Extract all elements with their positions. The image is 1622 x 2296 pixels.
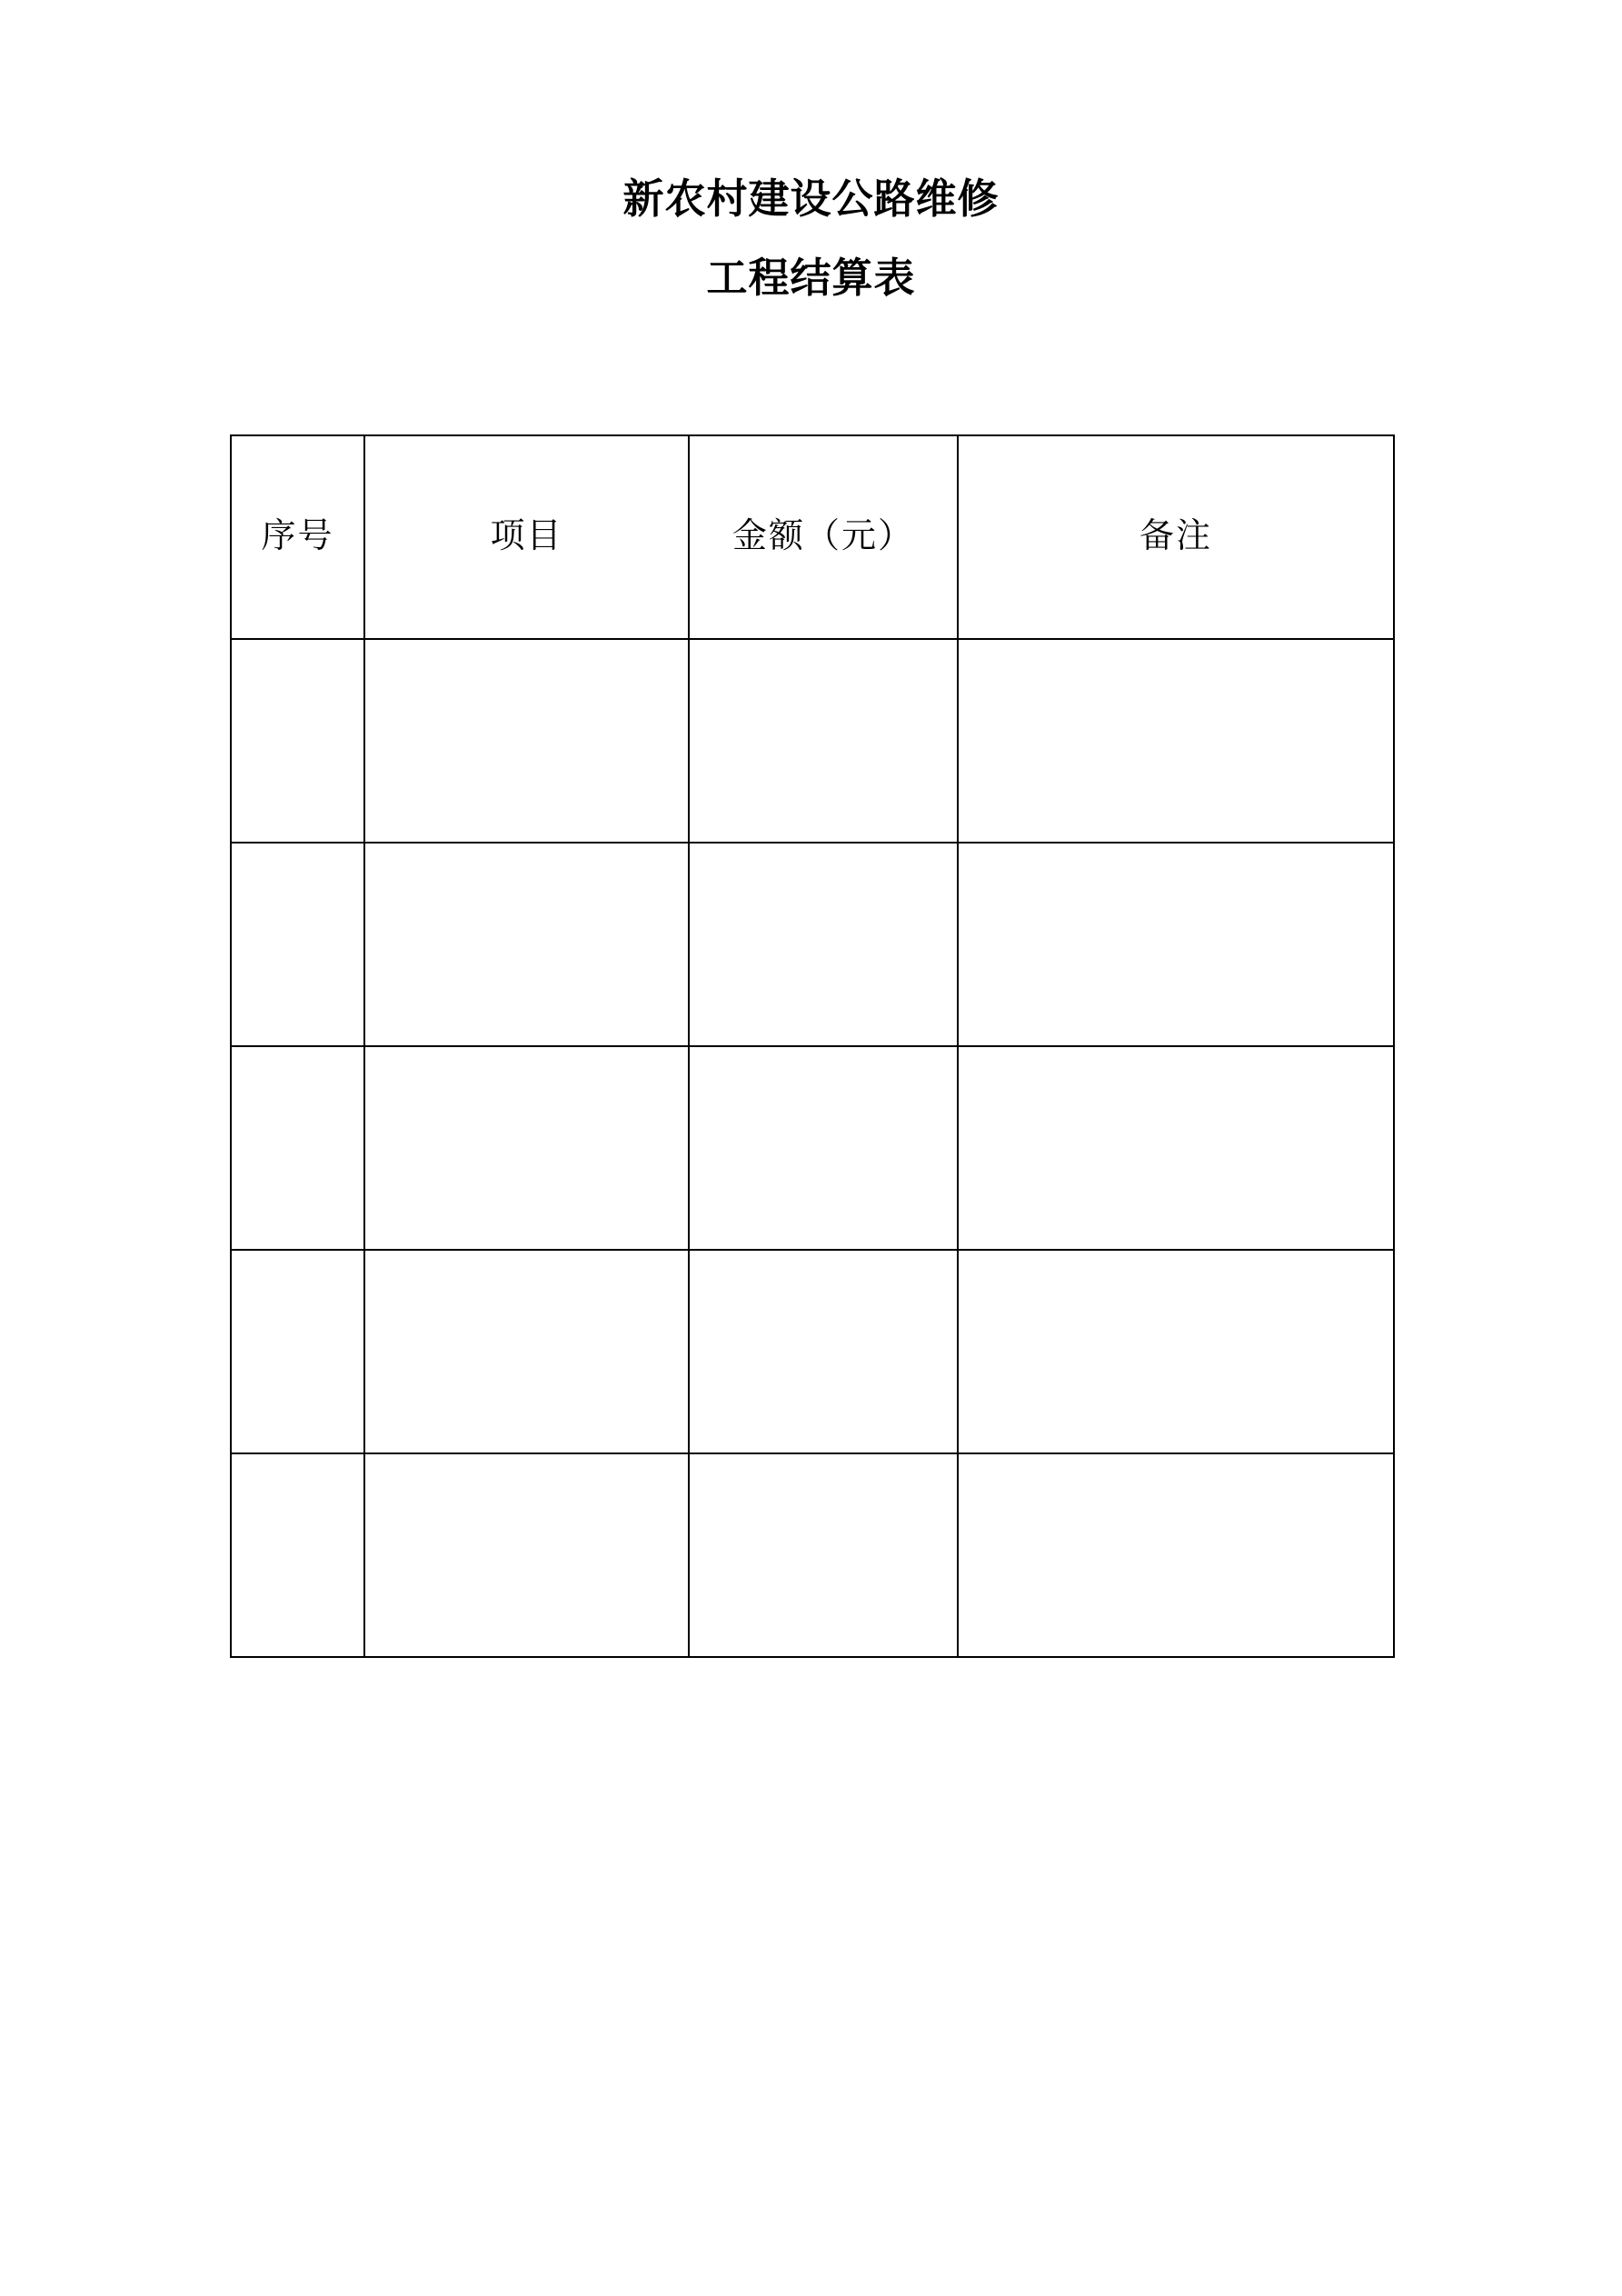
table-header-label: 项目 (490, 517, 563, 556)
page-title-line-2: 工程结算表 (706, 254, 916, 302)
table-cell-remark[interactable] (958, 639, 1394, 843)
table-header-label: 备注 (1139, 517, 1212, 556)
table-row[interactable] (231, 639, 1394, 843)
table-cell-item[interactable] (364, 639, 689, 843)
table-cell-remark[interactable] (958, 1453, 1394, 1657)
table-cell-item[interactable] (364, 1250, 689, 1453)
table-cell-item[interactable] (364, 1453, 689, 1657)
table-cell-amount[interactable] (689, 843, 958, 1046)
table-cell-item[interactable] (364, 843, 689, 1046)
table-header-cell-index (231, 435, 364, 639)
table-row[interactable] (231, 843, 1394, 1046)
table-cell-index[interactable] (231, 639, 364, 843)
table-row[interactable] (231, 1046, 1394, 1250)
table-header-cell-amount (689, 435, 958, 639)
table-cell-amount[interactable] (689, 1453, 958, 1657)
table-cell-remark[interactable] (958, 1046, 1394, 1250)
table-cell-remark[interactable] (958, 1250, 1394, 1453)
table-header-cell-item (364, 435, 689, 639)
table-header-label: 序号 (261, 517, 334, 556)
table-cell-amount[interactable] (689, 1046, 958, 1250)
table-cell-remark[interactable] (958, 843, 1394, 1046)
table-cell-index[interactable] (231, 1046, 364, 1250)
table-cell-index[interactable] (231, 1250, 364, 1453)
settlement-table (230, 434, 1395, 1658)
table-cell-item[interactable] (364, 1046, 689, 1250)
document-title-block (0, 0, 1622, 302)
table-header-row (231, 435, 1394, 639)
table-cell-index[interactable] (231, 1453, 364, 1657)
page-title-line-1: 新农村建设公路维修 (622, 175, 1000, 223)
table-row[interactable] (231, 1250, 1394, 1453)
table-header-label: 金额（元） (731, 517, 914, 556)
table-cell-amount[interactable] (689, 639, 958, 843)
settlement-table-wrapper (230, 434, 1393, 1658)
table-row[interactable] (231, 1453, 1394, 1657)
table-cell-index[interactable] (231, 843, 364, 1046)
table-cell-amount[interactable] (689, 1250, 958, 1453)
table-header-cell-remark (958, 435, 1394, 639)
